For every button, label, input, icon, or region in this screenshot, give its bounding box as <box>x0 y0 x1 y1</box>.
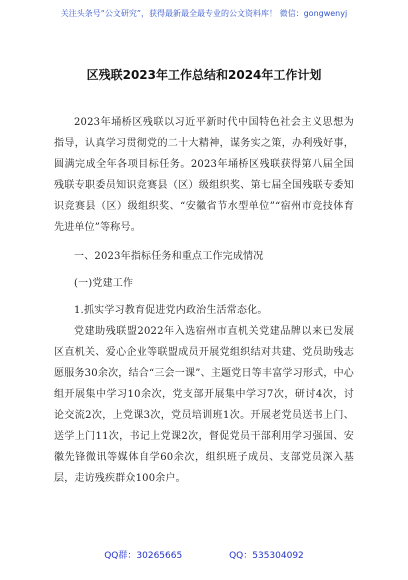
item-heading: 1.抓实学习教育促进党内政治生活常态化。 <box>74 305 268 316</box>
subsection-heading: (一)党建工作 <box>74 278 134 289</box>
footer-contact <box>0 548 408 561</box>
document-title: 区残联2023年工作总结和2024年工作计划 <box>86 68 322 82</box>
document-body <box>54 112 354 489</box>
item-body-paragraph: 党建助残联盟2022年入选宿州市直机关党建品牌以来已发展区直机关、爱心企业等联盟成员开展党组织结对共建、党员助残志愿服务30余次，结合“三会一课”、主题党日等丰富学习形式，中心组开展集中学习10余次，党支部开展集中学习7次，研讨4次，讨论交流2次，上党课3次，党员培训班1次。开展老党员送书上门、送学上门11次，书记上党课2次，督促党员干部利用学习强国、安徽先锋微讯等媒体自学60余次，组织班子成员、支部党员深入基层，走访残疾群众100余户。 <box>54 326 354 484</box>
qq-contact-link[interactable]: QQ：535304092 <box>229 551 304 561</box>
qq-group-link[interactable]: QQ群：30265665 <box>104 551 183 561</box>
section-heading: 一、2023年指标任务和重点工作完成情况 <box>74 251 264 262</box>
intro-paragraph: 2023年埇桥区残联以习近平新时代中国特色社会主义思想为指导，认真学习贯彻党的二十大精神，谋务实之策，办利残好事，圆满完成全年各项目标任务。2023年埇桥区残联获得第八届全国残联专职委员知识竞赛县（区）级组织奖、第七届全国残联专委知识竞赛县（区）级组织奖、“安徽省节水型单位”“宿州市竞技体育先进单位”等称号。 <box>54 117 354 233</box>
header-promo-note: 关注头条号“公文研究”，获得最新最全最专业的公文资料库！ 微信：gongwenyj <box>60 9 348 18</box>
